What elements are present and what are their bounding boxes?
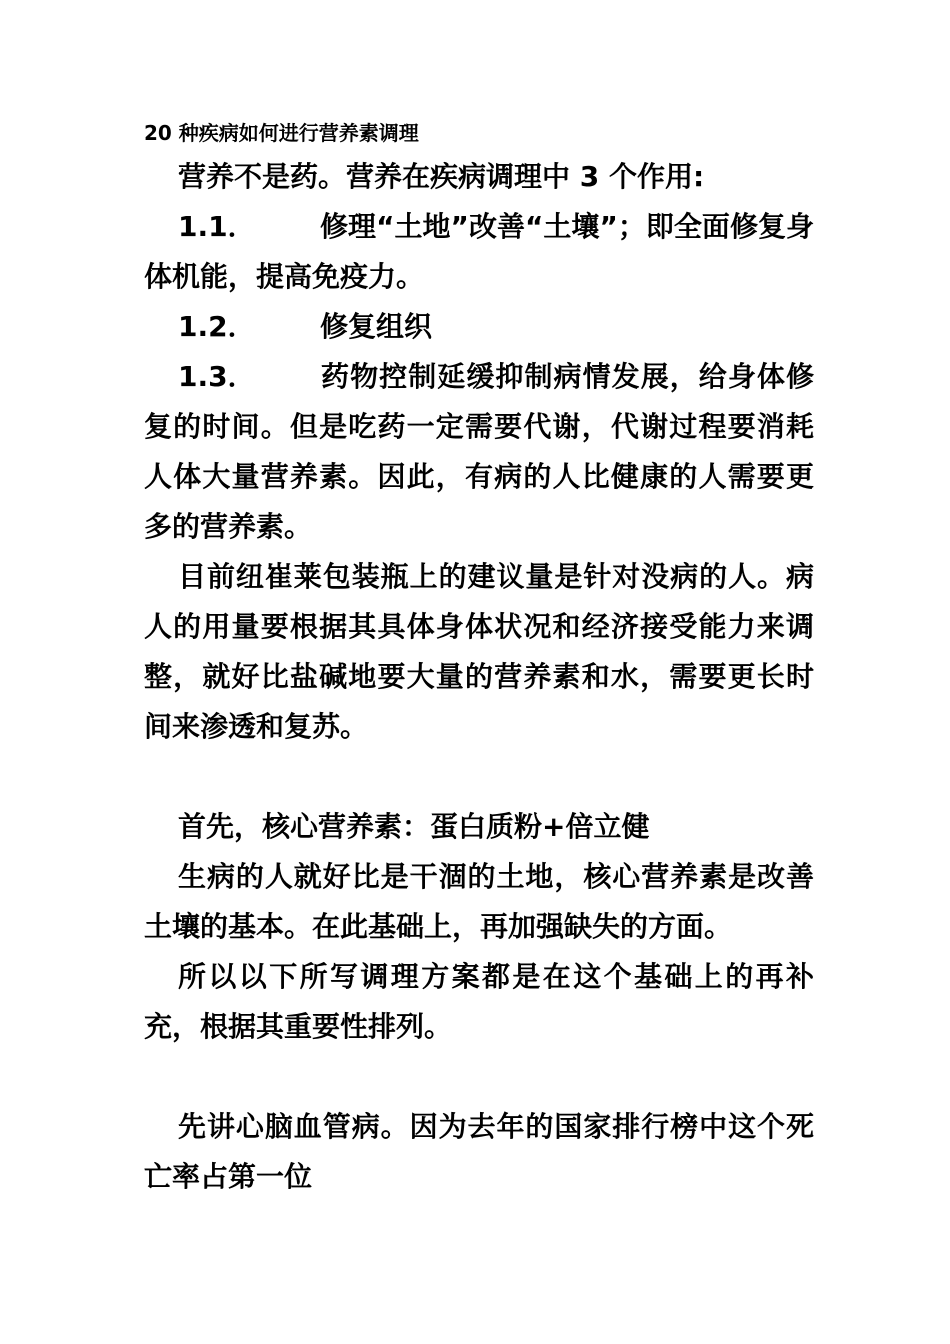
core-nutrient-heading: 首先，核心营养素：蛋白质粉+倍立健 — [178, 810, 650, 843]
list-item-text: 修理“土地”改善“土壤”；即全面修复身体机能，提高免疫力。 — [144, 210, 814, 293]
dosage-paragraph: 目前纽崔莱包装瓶上的建议量是针对没病的人。病人的用量要根据其具体身体状况和经济接受能力来调整，就好比盐碱地要大量的营养素和水，需要更长时间来渗透和复苏。 — [144, 560, 814, 743]
list-item-text: 修复组织 — [320, 310, 433, 343]
list-item-1-1 — [144, 202, 814, 302]
intro-paragraph: 营养不是药。营养在疾病调理中 3 个作用: — [178, 160, 705, 193]
blank-line — [144, 1052, 814, 1102]
list-item-text: 药物控制延缓抑制病情发展，给身体修复的时间。但是吃药一定需要代谢，代谢过程要消耗人体大量营养素。因此，有病的人比健康的人需要更多的营养素。 — [144, 360, 814, 543]
document-body — [144, 152, 814, 1202]
plan-paragraph: 所以以下所写调理方案都是在这个基础上的再补充，根据其重要性排列。 — [144, 960, 814, 1043]
blank-line — [144, 752, 814, 802]
document-title: 20 种疾病如何进行营养素调理 — [144, 121, 419, 145]
list-number: 1.2． — [178, 310, 256, 343]
cardio-paragraph: 先讲心脑血管病。因为去年的国家排行榜中这个死亡率占第一位 — [144, 1110, 814, 1193]
core-nutrient-paragraph: 生病的人就好比是干涸的土地，核心营养素是改善土壤的基本。在此基础上，再加强缺失的方面。 — [144, 860, 814, 943]
list-number: 1.1． — [178, 210, 256, 243]
list-item-1-2 — [144, 302, 814, 352]
list-item-1-3 — [144, 352, 814, 552]
list-number: 1.3． — [178, 360, 256, 393]
